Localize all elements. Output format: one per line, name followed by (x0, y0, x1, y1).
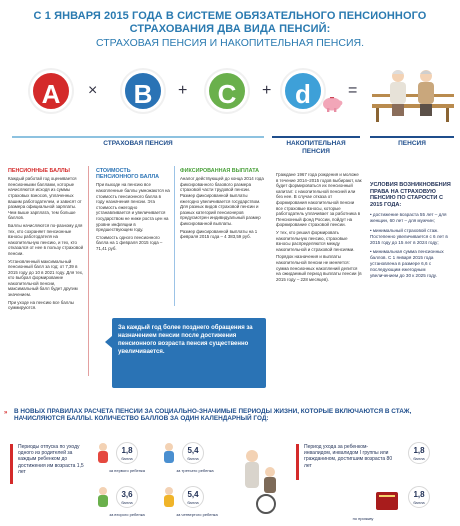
points-unit-care: балла (413, 456, 425, 461)
pension-conditions (370, 182, 454, 282)
points-value-3: 5,4 (187, 446, 199, 455)
equals-sign: = (348, 82, 358, 99)
points-unit-2: балла (121, 500, 133, 505)
points-value-1: 1,8 (121, 446, 133, 455)
funded-pension-header: НАКОПИТЕЛЬНАЯ ПЕНСИЯ (272, 136, 360, 156)
points-caption-2: за второго ребенка (109, 512, 145, 517)
child-icon-2 (94, 486, 112, 508)
pension-condition-age: • достижение возраста 55 лет – для женщин, 60 лет – для мужчин; (370, 212, 447, 224)
points-caption-4: за четвертого ребенка (176, 512, 218, 517)
points-unit-4: балла (187, 500, 199, 505)
column-b (96, 168, 170, 254)
elderly-couple-icon (370, 64, 456, 124)
late-retirement-callout (112, 318, 266, 388)
column-a-paragraph-4: При уходе на пенсию все баллы суммируются. (8, 299, 74, 311)
points-value-2: 3,6 (121, 490, 133, 499)
column-a-paragraph-1: Каждый работай год оценивается пенсионными баллами, которые начисляются исходя из суммы страховых взносов, уплаченных вашим работодателем, и зависят от размера официальной зарплаты. Чем выше зарплата, тем больше баллов. (8, 176, 82, 221)
title-line-2: СТРАХОВАНИЯ ДВА ВИДА ПЕНСИЙ: (129, 23, 331, 35)
column-c (180, 168, 264, 242)
column-c-heading: ФИКСИРОВАННАЯ ВЫПЛАТА (180, 168, 260, 174)
points-ball-4 (182, 486, 204, 508)
column-d (276, 172, 362, 284)
points-value-service: 1,8 (413, 490, 425, 499)
child-icon-1 (94, 442, 112, 464)
points-value-4: 5,4 (187, 490, 199, 499)
column-a (8, 168, 84, 313)
care-period-text: Период ухода за ребенком-инвалидом, инвалидом I группы или гражданином, достигшим возраста 80 лет (304, 444, 393, 469)
banner-text: В НОВЫХ ПРАВИЛАХ РАСЧЕТА ПЕНСИИ ЗА СОЦИАЛЬНО-ЗНАЧИМЫЕ ПЕРИОДЫ ЖИЗНИ, КОТОРЫЕ ВКЛЮЧАЮТСЯ В СТАЖ, НАЧИСЛЯЮТСЯ БАЛЛЫ. КОЛИЧЕСТВО БАЛЛОВ ЗА ОДИН КАЛЕНДАРНЫЙ ГОД: (14, 408, 412, 423)
points-ball-2 (116, 486, 138, 508)
bottom-right-section (234, 436, 460, 526)
callout-text: За каждый год более позднего обращения за назначением пенсии после достижения пенсионного возраста пенсия существенно увеличивается. (118, 325, 253, 355)
caregiver-icon (236, 446, 288, 516)
piggy-bank-icon (320, 94, 344, 112)
column-c-paragraph-2: Размер фиксированной выплаты на 1 февраля 2015 года – 4 383,59 руб. (180, 228, 258, 240)
subtitle: СТРАХОВАЯ ПЕНСИЯ И НАКОПИТЕЛЬНАЯ ПЕНСИЯ. (95, 37, 365, 49)
column-a-divider (88, 166, 89, 376)
column-d-paragraph-1: Граждане 1967 года рождения и моложе в течение 2014–2015 годов выбирают, как будет формироваться их пенсионный капитал: с накопительной пенсией или без нее. В случае отказа от формирования накопительной пенсии все страховые взносы, которые работодатель уплачивает за работника в Пенсионный фонд России, пойдут на формирование страховой пенсии. (276, 172, 362, 228)
points-caption-1: за первого ребенка (109, 468, 145, 473)
column-a-heading: ПЕНСИОННЫЕ БАЛЛЫ (8, 168, 70, 174)
letter-b-circle: B (122, 70, 164, 112)
child-icon-4 (160, 486, 178, 508)
column-c-paragraph-1: Аналог действующей до конца 2014 года фиксированного базового размера страховой части трудовой пенсии. Размер фиксированной выплаты ежегодно увеличивается государством. Для разных видов страховой пенсии и разных категорий пенсионеров предусмотрен индивидуальный размер фиксированной выплаты. (180, 176, 264, 226)
points-ball-3 (182, 442, 204, 464)
pension-condition-experience: • минимальный страховой стаж. Постепенно увеличивается с 6 лет в 2015 году до 15 лет в 2024 году; (370, 227, 448, 245)
points-ball-care (408, 442, 430, 464)
points-caption-service: по призыву (352, 516, 374, 521)
plus-sign-1: + (178, 82, 188, 99)
insurance-pension-header: СТРАХОВАЯ ПЕНСИЯ (12, 136, 264, 148)
column-a-paragraph-3: Установленный максимальный пенсионный балл за год: от 7,39 в 2015 году до 10 в 2021 году. Для тех, кто выбрал формирование накопительной пенсии, максимальный балл будет другим значением. (8, 258, 84, 298)
points-unit-service: балла (413, 500, 425, 505)
column-b-paragraph-2: Стоимость одного пенсионного балла на 1 февраля 2015 года – 71,41 руб. (96, 234, 163, 251)
child-icon-3 (160, 442, 178, 464)
column-b-paragraph-1: При выходе на пенсию все накопленные баллы умножаются на стоимость пенсионного балла в году назначения пенсии. Эта стоимость ежегодно устанавливается и увеличивается государством не ниже роста цен на уровне инфляции в предшествующем году. (96, 182, 170, 233)
pension-condition-points: • минимальная сумма пенсионных баллов. С 1 января 2015 года установлена в размере 6,6 с последующим ежегодным увеличением до 30 к 2025 году. (370, 249, 444, 278)
points-value-care: 1,8 (413, 446, 425, 455)
bottom-left-section (0, 436, 230, 526)
letter-a-circle: A (30, 70, 72, 112)
letter-d-circle: d (282, 70, 324, 112)
points-ball-service (408, 486, 430, 508)
chevron-right-icon: » (4, 410, 8, 416)
points-unit-1: балла (121, 456, 133, 461)
points-caption-3: за третьего ребенка (176, 468, 214, 473)
red-accent-bar-right (296, 444, 299, 480)
column-d-paragraph-2: У тех, кто решил формировать накопительную пенсию, страховые взносы распределяются между накопительной и страховой пенсиями. (276, 229, 355, 252)
parental-leave-text: Периоды отпуска по уходу одного из родителей за каждым ребенком до достижения им возраста 1,5 лет (18, 444, 84, 475)
column-b-divider (174, 166, 175, 306)
red-accent-bar-left (10, 444, 13, 484)
plus-sign-2: + (262, 82, 272, 99)
social-periods-banner (0, 405, 460, 433)
points-ball-1 (116, 442, 138, 464)
column-a-paragraph-2: Баллы начисляются по-разному для тех, кто сохраняет пенсионные взносы работодателя на накопительную пенсию, и тех, кто отказался от нее в пользу страховой пенсии. (8, 222, 84, 256)
pension-header: ПЕНСИЯ (370, 136, 454, 148)
book-icon (374, 490, 400, 512)
title-line-1: С 1 ЯНВАРЯ 2015 ГОДА В СИСТЕМЕ ОБЯЗАТЕЛЬНОГО ПЕНСИОННОГО (33, 10, 427, 22)
column-b-heading: СТОИМОСТЬ ПЕНСИОННОГО БАЛЛА (96, 168, 160, 181)
callout-arrow (105, 336, 112, 348)
points-unit-3: балла (187, 456, 199, 461)
pension-conditions-heading: УСЛОВИЯ ВОЗНИКНОВЕНИЯ ПРАВА НА СТРАХОВУЮ ПЕНСИЮ ПО СТАРОСТИ С 2015 ГОДА: (370, 182, 451, 208)
times-sign: × (88, 82, 98, 99)
formula (0, 64, 460, 124)
column-d-paragraph-3: Порядок назначения и выплаты накопительной пенсии не меняется: сумма пенсионных накоплений делится на ожидаемый период выплаты пенсии (в 2015 году – 228 месяцев). (276, 254, 362, 282)
header (0, 10, 460, 50)
letter-c-circle: C (206, 70, 248, 112)
